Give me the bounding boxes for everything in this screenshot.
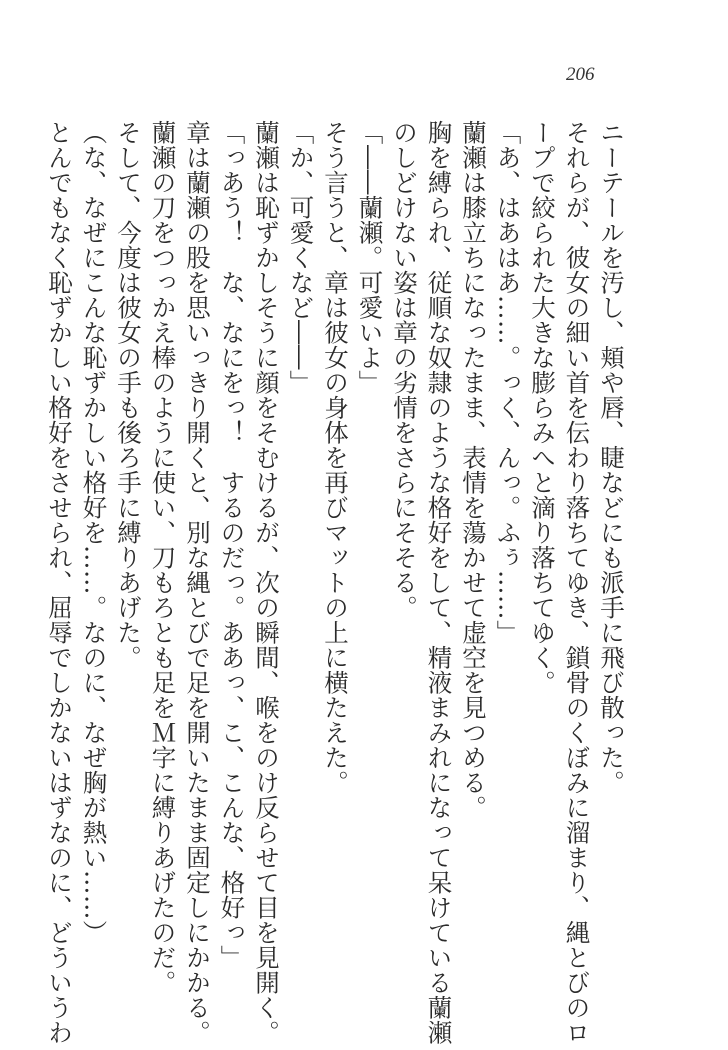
- text-line: （な、なぜにこんな恥ずかしい格好を……。なのに、なぜ胸が熱い……）: [79, 120, 109, 945]
- text-line: そう言うと、章は彼女の身体を再びマットの上に横たえた。: [321, 120, 350, 795]
- text-line: 蘭瀬の刀をつっかえ棒のように使い、刀もろとも足をＭ字に縛りあげたのだ。: [148, 120, 178, 995]
- text-line: 「っあう！ な、なにをっ！ するのだっ。ああっ、こ、こんな、格好っ」: [217, 120, 247, 970]
- novel-text-block: [42, 120, 629, 1045]
- text-line: 「か、可愛くなど――」: [286, 120, 316, 395]
- text-line: 蘭瀬は恥ずかしそうに顔をそむけるが、次の瞬間、喉をのけ反らせて目を見開く。: [252, 120, 281, 1045]
- text-line: ニーテールを汚し、頬や唇、睫などにも派手に飛び散った。: [597, 120, 626, 795]
- text-line: とんでもなく恥ずかしい格好をさせられ、屈辱でしかないはずなのに、どういうわ: [45, 120, 74, 1045]
- text-line: 章は蘭瀬の股を思いっきり開くと、別な縄とびで足を開いたまま固定しにかかる。: [183, 120, 212, 1045]
- text-line: 「あ、はあはあ……。っく、んっ。ふぅ……」: [493, 120, 523, 645]
- text-line: ープで絞られた大きな膨らみへと滴り落ちてゆく。: [528, 120, 557, 695]
- text-line: 胸を縛られ、従順な奴隷のような格好をして、精液まみれになって呆けている蘭瀬: [424, 120, 454, 1045]
- text-line: そして、今度は彼女の手も後ろ手に縛りあげた。: [114, 120, 143, 670]
- page-number: 206: [566, 64, 595, 85]
- text-line: 「――蘭瀬。可愛いよ」: [355, 120, 385, 395]
- text-line: のしどけない姿は章の劣情をさらにそそる。: [390, 120, 419, 620]
- text-line: それらが、彼女の細い首を伝わり落ちてゆき、鎖骨のくぼみに溜まり、縄とびのロ: [562, 120, 592, 1045]
- text-line: 蘭瀬は膝立ちになったまま、表情を蕩かせて虚空を見つめる。: [459, 120, 488, 820]
